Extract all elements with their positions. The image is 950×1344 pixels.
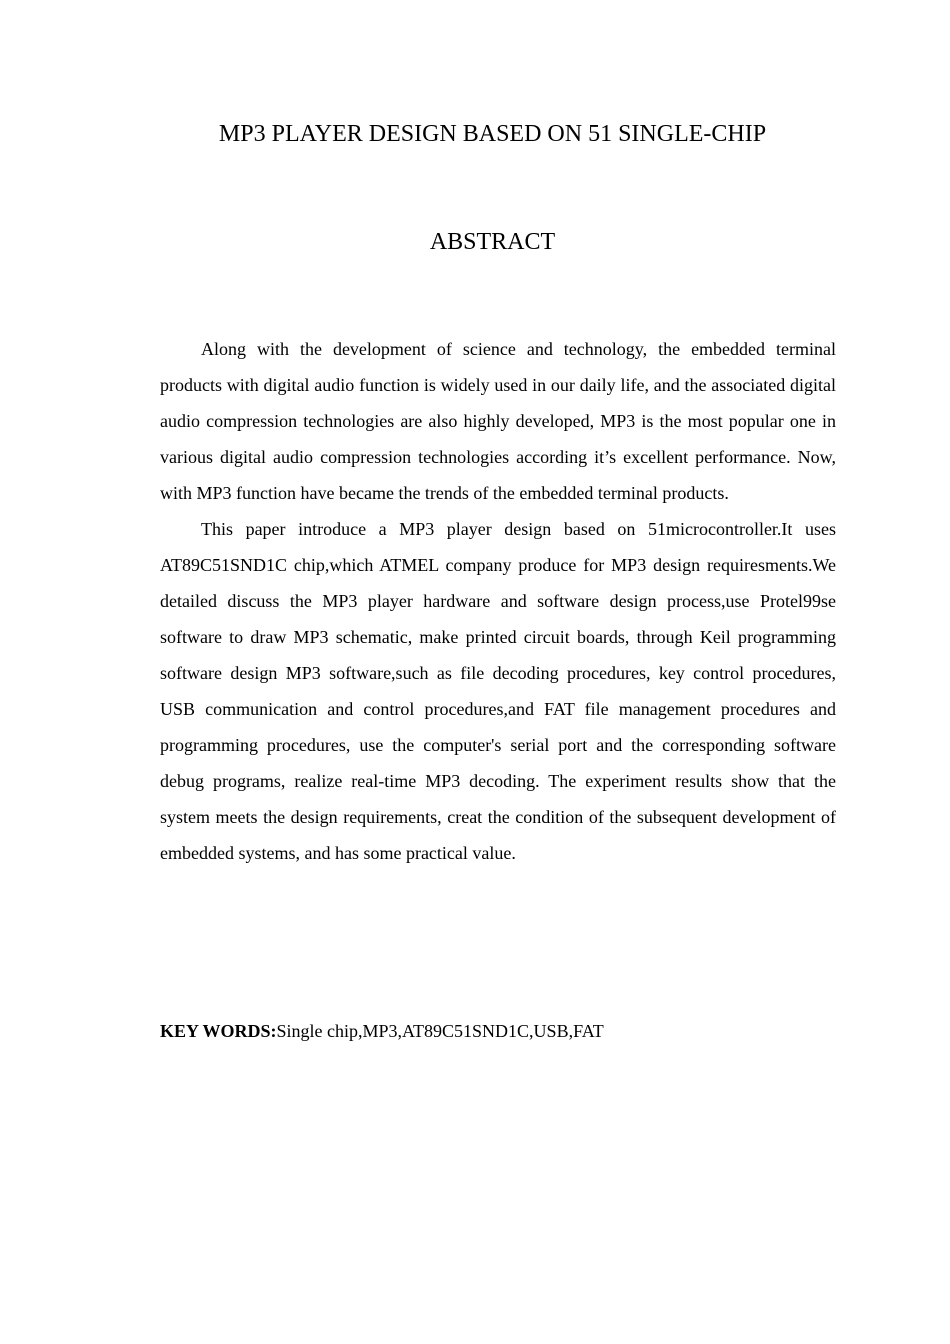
abstract-heading: ABSTRACT <box>429 229 556 255</box>
abstract-paragraph-2: This paper introduce a MP3 player design based on 51microcontroller.It uses AT89C51SND1C chip,which ATMEL company produce for MP3 design requiresments.We detailed discuss the MP3 player hardware and software design process,use Protel99se software to draw MP3 schematic, make printed circuit boards, through Keil programming software design MP3 software,such as file decoding procedures, key control procedures, USB communication and control procedures,and FAT file management procedures and programming procedures, use the computer's serial port and the corresponding software debug programs, realize real-time MP3 decoding. The experiment results show that the system meets the design requirements, creat the condition of the subsequent development of embedded systems, and has some practical value. <box>160 519 836 863</box>
document-title: MP3 PLAYER DESIGN BASED ON 51 SINGLE-CHIP <box>218 121 767 147</box>
keywords-value: Single chip,MP3,AT89C51SND1C,USB,FAT <box>276 1021 604 1041</box>
keywords-label: KEY WORDS: <box>160 1021 277 1041</box>
keywords-line <box>160 1015 836 1047</box>
abstract-body <box>160 331 836 871</box>
abstract-paragraph-1: Along with the development of science and technology, the embedded terminal products with digital audio function is widely used in our daily life, and the associated digital audio compression technologies are also highly developed, MP3 is the most popular one in various digital audio compression technologies according it’s excellent performance. Now, with MP3 function have became the trends of the embedded terminal products. <box>160 339 836 503</box>
